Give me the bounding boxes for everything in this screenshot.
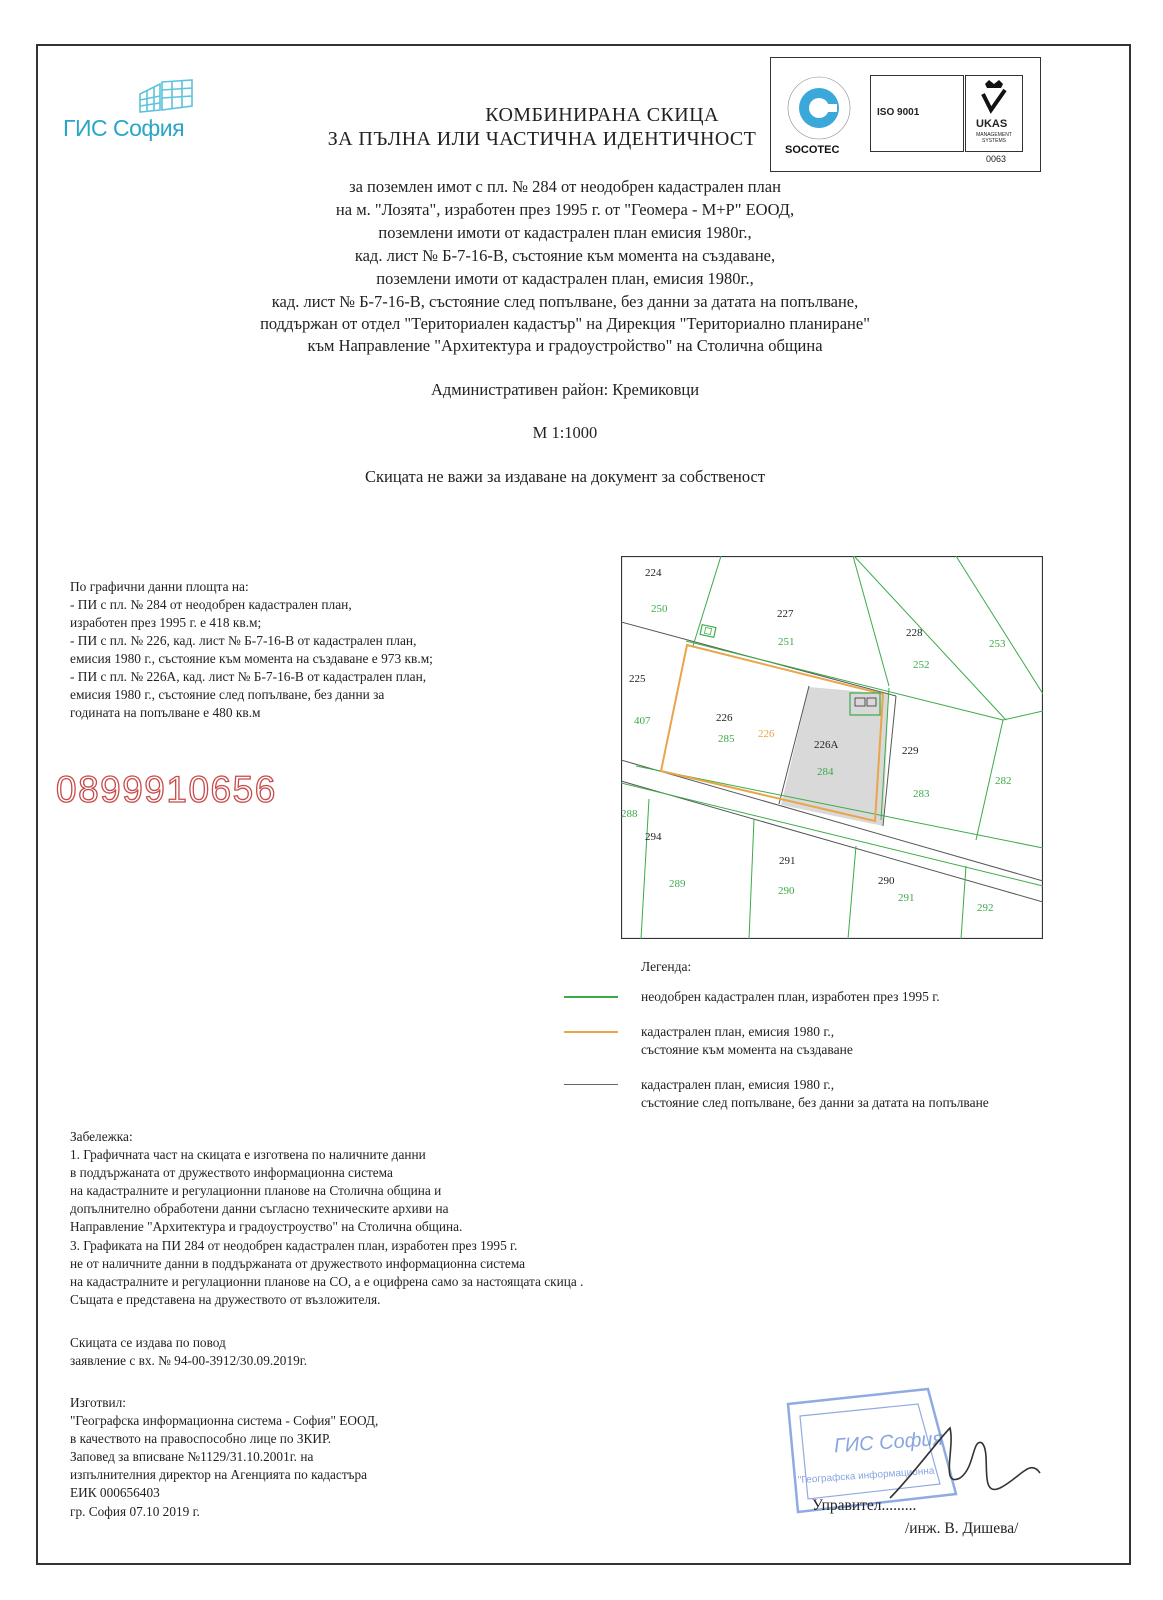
parcel-label-1995: 284 <box>817 766 834 778</box>
issue-line: заявление с вх. № 94-00-3912/30.09.2019г. <box>70 1353 308 1369</box>
note-line: Същата е представена на дружеството от възложителя. <box>70 1291 381 1307</box>
parcel-label: 226 <box>716 712 733 724</box>
area-line: емисия 1980 г., състояние след попълване, без данни за <box>70 687 385 702</box>
parcel-label-1995: 251 <box>778 636 795 648</box>
prepared-line: Изготвил: <box>70 1395 126 1410</box>
parcel-label: 227 <box>777 608 794 620</box>
note-line: на кадастралните и регулационни планове на СО, а е оцифрена само за настоящата скица . <box>70 1273 584 1289</box>
legend-line-after-fill <box>564 1084 618 1085</box>
notes <box>70 1128 810 1309</box>
prepared-line: в качеството на правоспособно лице по ЗКИР. <box>70 1431 332 1447</box>
socotec-text: SOCOTEC <box>785 144 840 156</box>
note-line: на кадастралните и регулационни планове на Столична община и <box>70 1183 442 1199</box>
prepared-line: изпълнителния директор на Агенцията по кадастъра <box>70 1467 368 1483</box>
legend-text: състояние след попълване, без данни за датата на попълване <box>641 1095 989 1110</box>
district: Административен район: Кремиковци <box>430 380 700 399</box>
area-line: годината на попълване е 480 кв.м <box>70 705 261 720</box>
crown-tick-icon <box>979 80 1009 116</box>
subtitle-line: поземлени имоти от кадастрален план емисия 1980г., <box>378 223 752 242</box>
subtitle-line: на м. "Лозята", изработен през 1995 г. от "Геомера - М+Р" ЕООД, <box>335 200 795 219</box>
subtitle-line: кад. лист № Б-7-16-В, състояние към момента на създаване, <box>354 246 776 265</box>
area-line: По графични данни площта на: <box>70 579 249 594</box>
ukas-text: UKAS <box>976 118 1008 130</box>
note-line: не от наличните данни в поддържаната от дружеството информационна система <box>70 1255 526 1271</box>
area-line: изработен през 1995 г. е 418 кв.м; <box>70 615 262 630</box>
title-line-1: КОМБИНИРАНА СКИЦА <box>485 104 719 126</box>
building-logo-icon <box>136 76 196 114</box>
legend-line-1995 <box>564 996 618 998</box>
legend-title: Легенда: <box>641 959 692 974</box>
note-line: допълнително обработени данни съгласно техническите архиви на <box>70 1201 449 1217</box>
prepared-line: ЕИК 000656403 <box>70 1485 160 1501</box>
legend-item <box>641 1023 853 1059</box>
legend-item <box>641 988 940 1006</box>
note-line: 3. Графиката на ПИ 284 от неодобрен кадастрален план, изработен през 1995 г. <box>70 1237 518 1253</box>
note-line: Направление "Архитектура и градоустроуство" на Столична община. <box>70 1219 463 1235</box>
logo-text: ГИС София <box>63 115 185 141</box>
ukas-box <box>965 75 1023 152</box>
signee-name: /инж. В. Дишева/ <box>905 1520 1019 1537</box>
area-line: - ПИ с пл. № 226А, кад. лист № Б-7-16-В от кадастрален план, <box>70 669 427 684</box>
prepared-by <box>70 1394 378 1521</box>
cert-number: 0063 <box>986 154 1007 164</box>
parcel-label-1995: 289 <box>669 878 686 890</box>
subtitle-line: към Направление "Архитектура и градоустройство" на Столична община <box>307 336 823 355</box>
parcel-label-1995: 290 <box>778 885 795 897</box>
parcel-label-1995: 282 <box>995 775 1012 787</box>
manager-label: Управител......... <box>812 1497 917 1514</box>
parcel-label: 224 <box>645 567 662 579</box>
legend-item <box>641 1076 989 1112</box>
legend-line-1980 <box>564 1031 618 1033</box>
parcel-label-1995: 288 <box>621 808 638 820</box>
parcel-label: 228 <box>906 627 923 639</box>
note-line: Забележка: <box>70 1129 133 1144</box>
parcel-label-1995: 283 <box>913 788 930 800</box>
stamp-text: ГИС София <box>833 1427 944 1458</box>
disclaimer: Скицата не важи за издаване на документ за собственост <box>364 467 766 486</box>
issue-reason <box>70 1334 307 1370</box>
cadastral-map <box>621 556 1043 939</box>
area-line: - ПИ с пл. № 226, кад. лист № Б-7-16-В от кадастрален план, <box>70 633 417 648</box>
subtitle-line: за поземлен имот с пл. № 284 от неодобрен кадастрален план <box>349 177 781 196</box>
parcel-label-1980: 226 <box>758 728 775 740</box>
parcel-label-1995: 250 <box>651 603 668 615</box>
prepared-line: Заповед за вписване №1129/31.10.2001г. на <box>70 1449 314 1465</box>
issue-line: Скицата се издава по повод <box>70 1335 226 1350</box>
parcel-label: 294 <box>645 831 662 843</box>
parcel-label-1995: 407 <box>634 715 651 727</box>
area-line: емисия 1980 г., състояние към момента на създаване е 973 кв.м; <box>70 651 433 666</box>
note-line: 1. Графичната част на скицата е изготвена по наличните данни <box>70 1147 426 1163</box>
parcel-label-1995: 252 <box>913 659 930 671</box>
legend-text: неодобрен кадастрален план, изработен през 1995 г. <box>641 989 940 1004</box>
logo <box>136 76 196 119</box>
scale: М 1:1000 <box>532 423 598 442</box>
prepared-line: гр. София 07.10 2019 г. <box>70 1503 200 1519</box>
parcel-label: 291 <box>779 855 796 867</box>
parcel-label: 226А <box>814 739 839 751</box>
legend-text: състояние към момента на създаване <box>641 1042 853 1057</box>
parcel-label: 225 <box>629 673 646 685</box>
subtitle-line: поземлени имоти от кадастрален план, емисия 1980г., <box>376 269 754 288</box>
area-info <box>70 578 550 722</box>
ukas-sub-text: MANAGEMENT SYSTEMS <box>976 132 1012 144</box>
area-line: - ПИ с пл. № 284 от неодобрен кадастрален план, <box>70 597 352 612</box>
parcel-label-1995: 253 <box>989 638 1006 650</box>
parcel-label-1995: 292 <box>977 902 994 914</box>
subtitle-line: поддържан от отдел "Териториален кадастър" на Дирекция "Териториално планиране" <box>260 314 870 333</box>
parcel-label: 290 <box>878 875 895 887</box>
legend-text: кадастрален план, емисия 1980 г., <box>641 1077 835 1092</box>
iso-text: ISO 9001 <box>877 107 920 118</box>
subtitle-line: кад. лист № Б-7-16-В, състояние след попълване, без данни за датата на попълване, <box>271 292 859 311</box>
title-line-2: ЗА ПЪЛНА ИЛИ ЧАСТИЧНА ИДЕНТИЧНОСТ <box>327 128 757 150</box>
phone-watermark: 0899910656 <box>56 769 277 810</box>
note-line: в поддържаната от дружеството информационна система <box>70 1165 393 1181</box>
parcel-label: 229 <box>902 745 919 757</box>
legend-text: кадастрален план, емисия 1980 г., <box>641 1024 835 1039</box>
parcel-label-1995: 291 <box>898 892 915 904</box>
prepared-line: "Географска информационна система - София" ЕООД, <box>70 1413 379 1429</box>
parcel-label-1995: 285 <box>718 733 735 745</box>
stamp-text: "Географска информационна <box>797 1465 935 1487</box>
